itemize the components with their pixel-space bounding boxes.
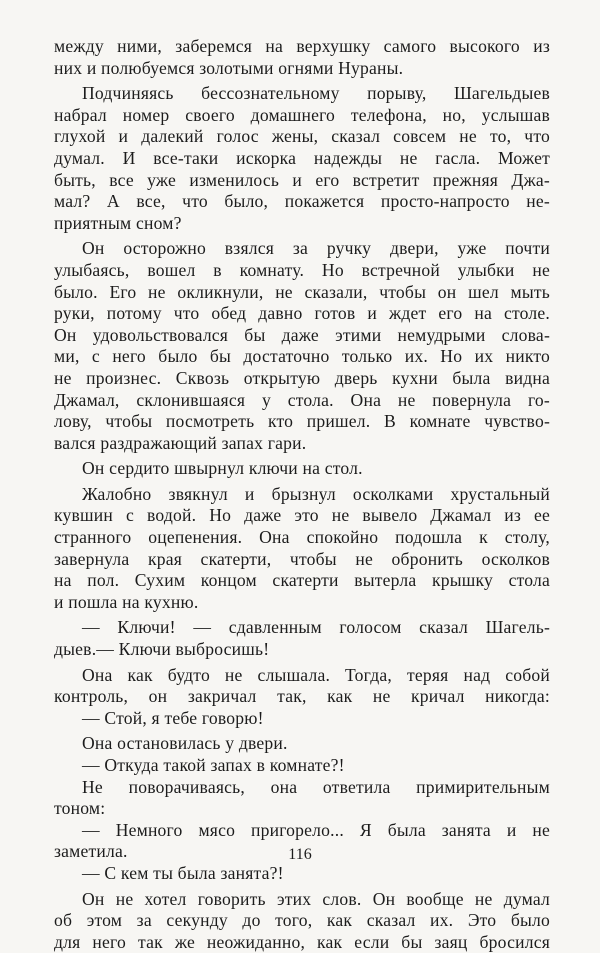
text-line: между ними, заберемся на верхушку самого высокого из bbox=[54, 36, 550, 56]
text-line: было. Его не окликнули, не сказали, чтобы он шел мыть bbox=[54, 281, 550, 302]
text-line: руки, потому что обед давно готов и ждет его на столе. bbox=[54, 303, 550, 324]
text-line: завернула края скатерти, чтобы не обронить осколков bbox=[54, 548, 550, 569]
text-line: думал. И все-таки искорка надежды не гасла. Может bbox=[54, 147, 550, 168]
text-line: Не поворачиваясь, она ответила примирительным bbox=[82, 776, 550, 797]
text-line: Джамал, склонившаяся у стола. Она не повернула го- bbox=[54, 389, 550, 410]
text-line: Она как будто не слышала. Тогда, теряя над собой bbox=[82, 664, 550, 685]
text-line: набрал номер своего домашнего телефона, но, услышав bbox=[54, 104, 550, 125]
text-line: Подчиняясь бессознательному порыву, Шагельдыев bbox=[82, 83, 550, 104]
text-line: Он удовольствовался бы даже этими немудрыми слова- bbox=[54, 324, 550, 345]
text-line: — Немного мясо пригорело... Я была занята и не bbox=[82, 819, 550, 840]
text-line: Он не хотел говорить этих слов. Он вообще не думал bbox=[82, 888, 550, 909]
text-line: мал? А все, что было, покажется просто-напросто не- bbox=[54, 191, 550, 212]
text-line: них и полюбуемся золотыми огнями Нураны. bbox=[54, 57, 404, 78]
text-line: об этом за секунду до того, как сказал их. Это было bbox=[54, 910, 550, 931]
text-line: ми, с него было бы достаточно только их. Но их никто bbox=[54, 346, 550, 367]
text-line: контроль, он закричал так, как не кричал никогда: bbox=[54, 686, 550, 707]
text-line: Жалобно звякнул и брызнул осколками хрустальный bbox=[82, 483, 550, 504]
text-line: вался раздражающий запах гари. bbox=[54, 432, 307, 453]
text-line: лову, чтобы посмотреть кто пришел. В комнате чувство- bbox=[54, 411, 550, 432]
text-line: на пол. Сухим концом скатерти вытерла крышку стола bbox=[54, 570, 550, 591]
text-line: — Ключи! — сдавленным голосом сказал Шагель- bbox=[82, 617, 550, 638]
page-number: 116 bbox=[288, 846, 312, 863]
text-line: кувшин с водой. Но даже это не вывело Джамал из ее bbox=[54, 505, 550, 526]
body-text bbox=[54, 36, 550, 953]
text-line: и пошла на кухню. bbox=[54, 591, 199, 612]
text-line: — Стой, я тебе говорю! bbox=[82, 707, 264, 728]
text-line: для него так же неожиданно, как если бы заяц бросился bbox=[54, 931, 550, 952]
text-line: улыбаясь, вошел в комнату. Но встречной улыбки не bbox=[54, 259, 550, 280]
text-line: заметила. bbox=[54, 841, 128, 862]
text-line: глухой и далекий голос жены, сказал совсем не то, что bbox=[54, 126, 550, 147]
text-line: Она остановилась у двери. bbox=[82, 733, 288, 754]
text-line: — Откуда такой запах в комнате?! bbox=[82, 755, 345, 775]
text-line: Он осторожно взялся за ручку двери, уже почти bbox=[82, 238, 550, 259]
text-line: дыев.— Ключи выбросишь! bbox=[54, 639, 270, 660]
text-line: приятным сном? bbox=[54, 212, 182, 233]
text-line: быть, все уже изменилось и его встретит прежняя Джа- bbox=[54, 169, 550, 190]
text-line: не произнес. Сквозь открытую дверь кухни была видна bbox=[54, 367, 550, 388]
text-line: странного оцепенения. Она спокойно подошла к столу, bbox=[54, 527, 550, 548]
text-line: тоном: bbox=[54, 798, 106, 819]
text-line: — С кем ты была занята?! bbox=[82, 862, 284, 883]
text-line: Он сердито швырнул ключи на стол. bbox=[82, 458, 363, 479]
